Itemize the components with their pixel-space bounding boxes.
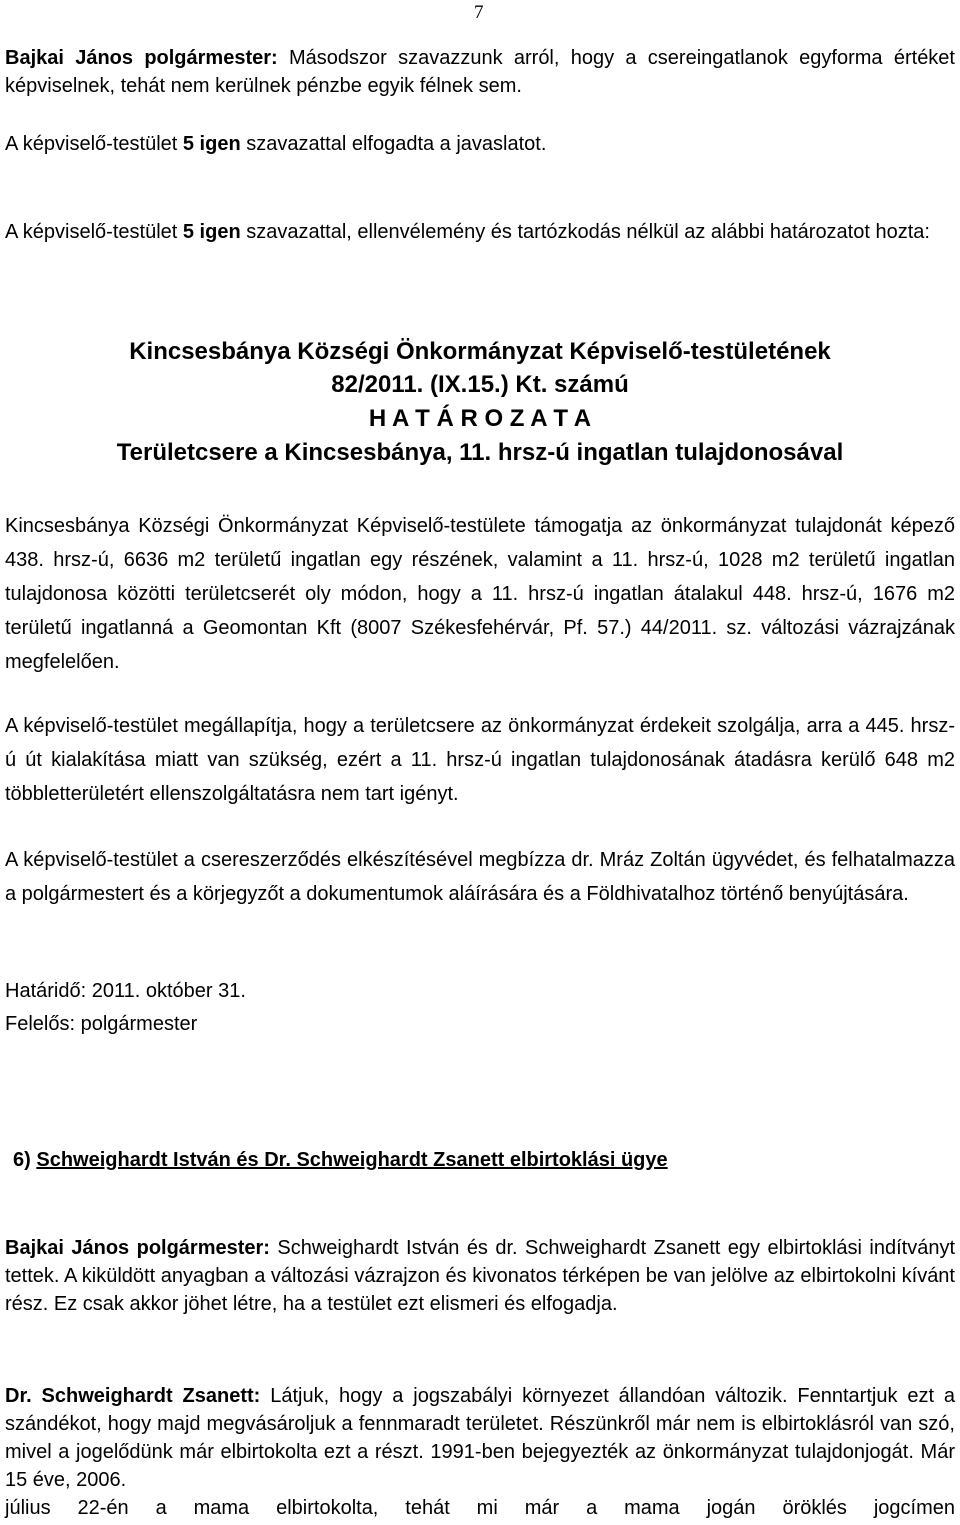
section-number: 6) [13,1149,31,1171]
speech-continuation: július 22-én a mama elbirtokolta, tehát mi már a mama jogán öröklés jogcímen [5,1497,955,1519]
speech-mayor-2 [5,1234,955,1318]
speaker-name: Dr. Schweighardt Zsanett: [5,1385,261,1407]
page-number: 7 [474,2,484,23]
decision-text-post: szavazattal, ellenvélemény és tartózkodás nélkül az alábbi határozatot hozta: [240,221,930,243]
vote-text-pre: A képviselő-testület [5,133,183,155]
speech-text: Schweighardt István és dr. Schweighardt Zsanett egy elbirtoklási indítványt tettek. A kiküldött anyagban a változási vázrajzon és kivonatos térképen be van jelölve az elbirtokolni kívánt rész. Ez csak akkor jöhet létre, ha a testület ezt elismeri és elfogadja. [5,1237,955,1315]
vote-decision [5,218,955,246]
vote-result [5,130,955,158]
speaker-name: Bajkai János polgármester: [5,47,278,69]
speech-schweighardt [5,1382,955,1494]
deadline: Határidő: 2011. október 31. [5,980,246,1002]
vote-count: 5 igen [182,133,241,155]
responsible: Felelős: polgármester [5,1013,198,1035]
speech-mayor-1 [5,44,955,100]
resolution-para-3: A képviselő-testület a csereszerződés elkészítésével megbízza dr. Mráz Zoltán ügyvédet, és felhatalmazza a polgármestert és a körjegyzőt a dokumentumok aláírására és a Földhivatalhoz történő benyújtására. [5,849,955,905]
speech-text: Látjuk, hogy a jogszabályi környezet állandóan változik. Fenntartjuk ezt a szándékot, hogy majd megvásároljuk a fennmaradt területet. Részünkről már nem is elbirtoklásról van szó, mivel a jogelődünk már elbirtokolta ezt a részt. 1991-ben bejegyezték az önkormányzat tulajdonjogát. Már 15 éve, 2006. [5,1385,955,1491]
section-title: Schweighardt István és Dr. Schweighardt Zsanett elbirtoklási ügye [36,1149,668,1171]
resolution-issuer: Kincsesbánya Községi Önkormányzat Képviselő-testületének [129,338,831,365]
section-heading [13,1146,913,1174]
resolution-subject: Területcsere a Kincsesbánya, 11. hrsz-ú ingatlan tulajdonosával [116,439,844,466]
decision-vote-count: 5 igen [182,221,241,243]
vote-text-post: szavazattal elfogadta a javaslatot. [240,133,547,155]
resolution-para-2: A képviselő-testület megállapítja, hogy a területcsere az önkormányzat érdekeit szolgálja, arra a 445. hrsz-ú út kialakítása miatt van szükség, ezért a 11. hrsz-ú ingatlan tulajdonosának átadásra kerülő 648 m2 többletterületért ellenszolgáltatásra nem tart igényt. [5,715,955,805]
resolution-heading: H A T Á R O Z A T A [368,405,592,432]
speech-text: Másodszor szavazzunk arról, hogy a csereingatlanok egyforma értéket képviselnek, tehát nem kerülnek pénzbe egyik félnek sem. [5,47,955,97]
decision-text-pre: A képviselő-testület [5,221,183,243]
resolution-number: 82/2011. (IX.15.) Kt. számú [331,371,629,398]
speaker-name: Bajkai János polgármester: [5,1237,270,1259]
resolution-para-1: Kincsesbánya Községi Önkormányzat Képviselő-testülete támogatja az önkormányzat tulajdonát képező 438. hrsz-ú, 6636 m2 területű ingatlan egy részének, valamint a 11. hrsz-ú, 1028 m2 területű ingatlan tulajdonosa közötti területcserét oly módon, hogy a 11. hrsz-ú ingatlan átalakul 448. hrsz-ú, 1676 m2 területű ingatlanná a Geomontan Kft (8007 Székesfehérvár, Pf. 57.) 44/2011. sz. változási vázrajzának megfelelően. [5,515,955,673]
